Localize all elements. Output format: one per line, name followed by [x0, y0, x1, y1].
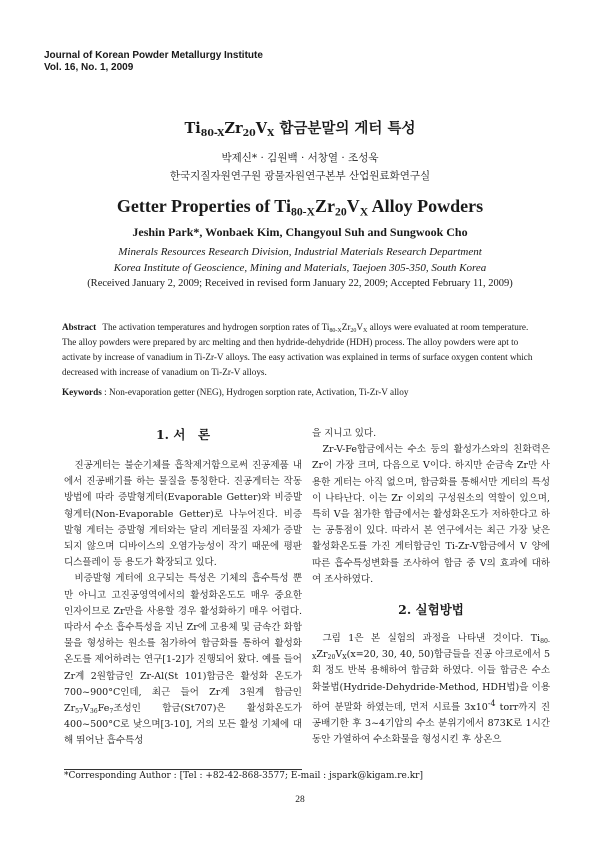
authors-english: Jeshin Park*, Wonbaek Kim, Changyoul Suh and Sungwook Cho [132, 225, 468, 239]
keywords-label: Keywords [62, 387, 102, 397]
title-english: Getter Properties of $Ti_{80-X}Zr_{20}V_X$ Alloy Powders [116, 196, 484, 219]
left-column [64, 425, 302, 750]
abstract-label: Abstract [62, 322, 97, 332]
abstract: Abstract The activation temperatures and hydrogen sorption rates of $Ti_{80-X}Zr_{20}V_X$ alloys were evaluated at room temperature. The alloy powders were prepared by arc melting and then hydride-dehydride (HDH) process. The alloy powders were apt to activate by increase of vanadium in Ti-Zr-V alloys. The easy activation was explained in terms of surface oxygen content which decreased with increase of vanadium on Ti-Zr-V alloys. [62, 322, 533, 378]
affiliation-english-line1: Minerals Resources Research Division, Industrial Materials Research Department [118, 246, 482, 258]
authors-korean: 박제신* · 김원백 · 서창열 · 조성욱 [221, 152, 379, 164]
journal-header [44, 50, 263, 74]
footnote-rule [64, 769, 302, 770]
paragraph: 진공게터는 불순기체를 흡착제거함으로써 진공제품 내에서 진공배기를 하는 물질을 통칭한다. 진공게터는 작동방법에 따라 증발형게터(Evaporable Getter)와 비증발형게터(Non-Evaporable Getter)로 나누어진다. 비증발형 게터는 증발형 게터와는 달리 게터물질 자체가 증발되지 않으며 디바이스의 오염가능성이 작기 때문에 평판디스플레이 등 용도가 확장되고 있다. [64, 460, 302, 569]
title-korean: $Ti_{80-X}Zr_{20}V_X$ 합금분말의 게터 특성 [184, 120, 416, 139]
page-number: 28 [295, 795, 305, 805]
right-column [312, 426, 550, 749]
keywords: Keywords : Non-evaporation getter (NEG), Hydrogen sorption rate, Activation, Ti-Zr-V alloy [62, 387, 409, 397]
journal-volume: Vol. 16, No. 1, 2009 [44, 62, 134, 73]
footnote-corresponding-author: *Corresponding Author : [Tel : +82-42-868-3577; E-mail : jspark@kigam.re.kr] [64, 771, 423, 781]
paragraph: 그림 1은 본 실험의 과정을 나타낸 것이다. $Ti_{80-X}Zr_{20}V_X(x=20$, 30, 40, 50)합금들을 진공 아크로에서 5회 정도 반복 용해하여 합금화 하였다. 이들 합금은 수소화불법(Hydride-Dehydride-Method, HDH법)을 이용하여 분말화 하였는데, 먼저 시료를 $3x10^{-4}$ torr까지 진공배기한 후 3~4기압의 수소 분위기에서 873K로 1시간 동안 가열하여 수소화물을 형성시킨 후 상온으 [312, 633, 550, 746]
section-heading-methods: 2. 실험방법 [398, 602, 464, 618]
received-dates: (Received January 2, 2009; Received in revised form January 22, 2009; Accepted February 11, 2009) [87, 278, 513, 289]
paragraph: Zr-V-Fe합금에서는 수소 등의 활성가스와의 친화력은 Zr이 가장 크며, 다음으로 V이다. 하지만 순금속 Zr만 사용한 게터는 아직 없으며, 합금화를 통해서만 게터의 특성이 나타난다. 이는 Zr 이외의 구성원소의 역할이 있으며, 특히 V을 첨가한 합금에서는 활성화온도가 저하한다고 하는 공통점이 있다. 따라서 본 연구에서는 최근 가장 낮은 활성화온도를 가진 게터합금인 Ti-Zr-V합금에서 V 양에 따른 흡수특성변화를 조사하여 합금 중 V의 효과에 대하여 조사하였다. [312, 444, 550, 585]
paragraph: 을 지니고 있다. [312, 428, 377, 439]
affiliation-english-line2: Korea Institute of Geoscience, Mining and Materials, Taejoen 305-350, South Korea [113, 262, 487, 274]
journal-name: Journal of Korean Powder Metallurgy Institute [44, 50, 263, 61]
affiliation-korean: 한국지질자원연구원 광물자원연구본부 산업원료화연구실 [169, 170, 431, 182]
section-heading-introduction: 1. 서 론 [155, 427, 211, 442]
paragraph: 비증발형 게터에 요구되는 특성은 기체의 흡수특성 뿐만 아니고 고진공영역에서의 활성화온도도 매우 중요한 인자이므로 Zr만을 사용할 경우 활성화하기 매우 어렵다. 따라서 수소 흡수특성을 지닌 Zr에 고용체 및 금속간 화합물을 형성하는 원소를 첨가하여 합금화를 통하여 활성화 온도를 제어하려는 연구[1-2]가 진행되어 왔다. 예를 들어 Zr계 2원합금인 Zr-Al(St 101)합금은 활성화 온도가 700~900°C인데, 최근 들어 Zr계 3원계 합금인 $Zr_{57}V_{36}Fe_7$조성인 합금(St707)은 활성화온도가 400~500°C로 낮으며[3-10], 거의 모든 활성 기체에 대해 뛰어난 흡수특성 [64, 573, 302, 747]
